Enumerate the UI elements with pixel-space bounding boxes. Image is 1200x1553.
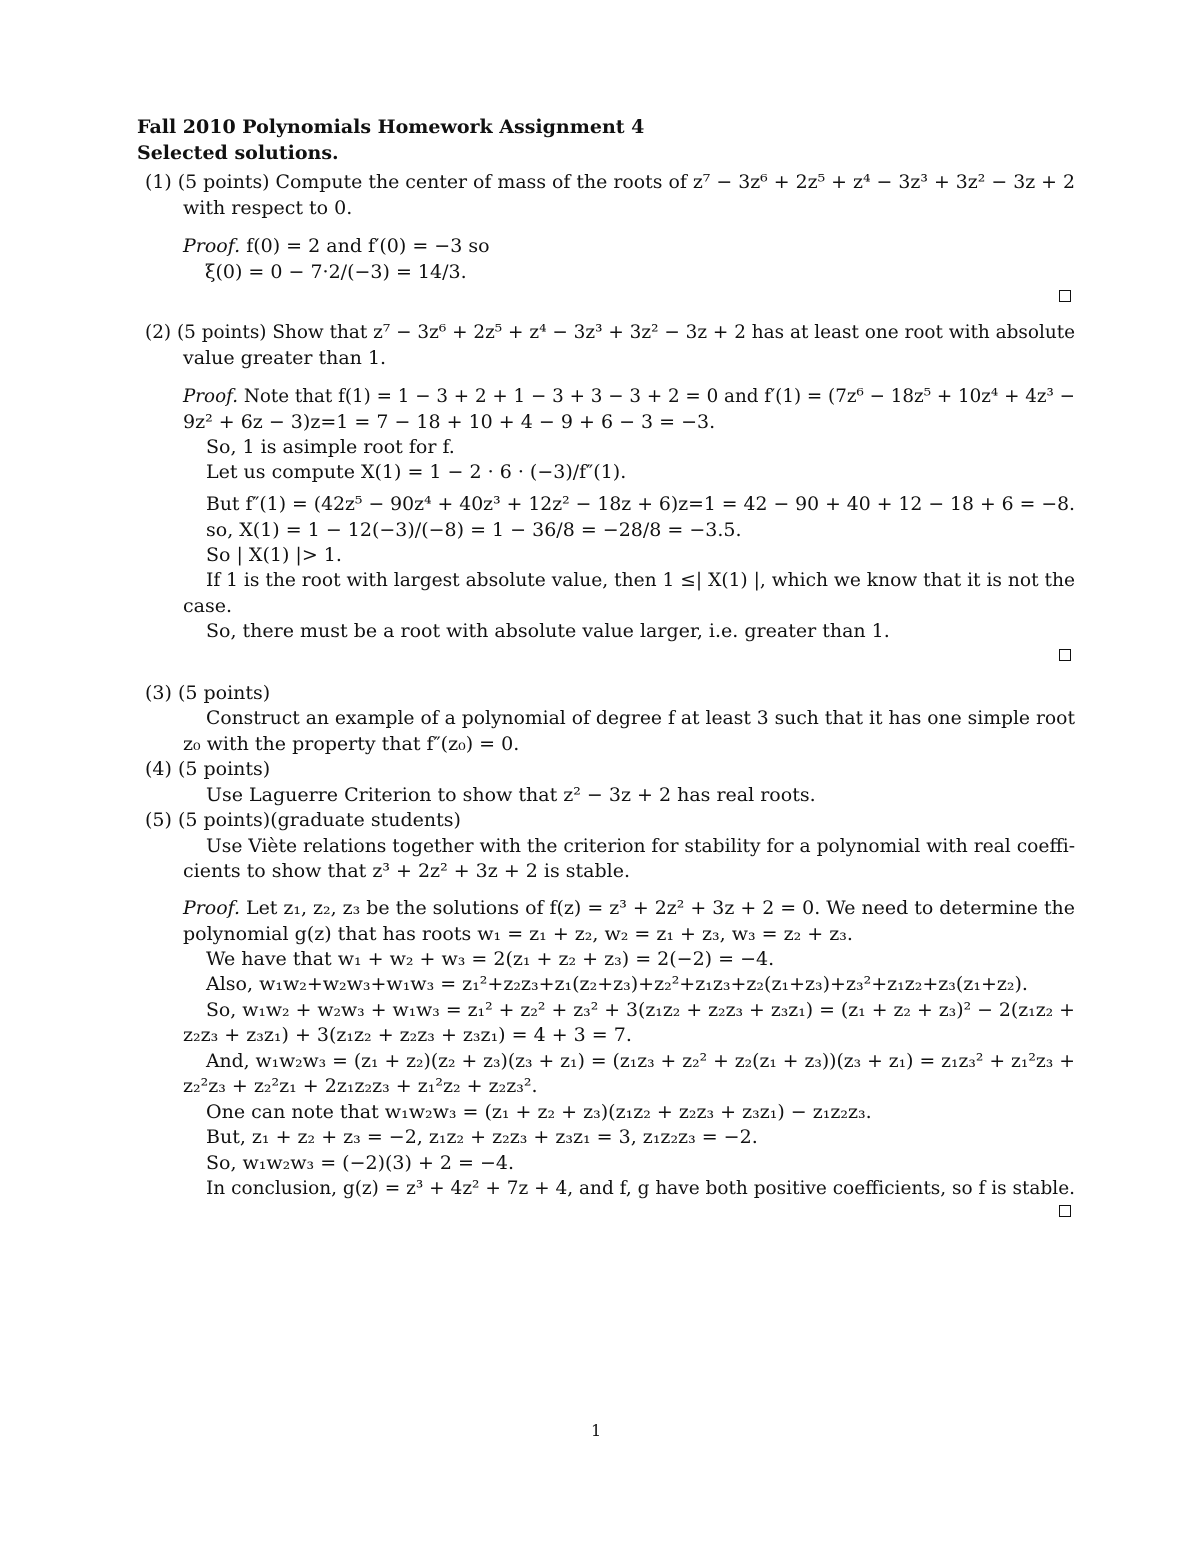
problem-5-line-4: We have that w₁ + w₂ + w₃ = 2(z₁ + z₂ + z₃) = 2(−2) = −4.: [206, 948, 775, 970]
problem-5-line-12: So, w₁w₂w₃ = (−2)(3) + 2 = −4.: [206, 1152, 515, 1174]
problem-5-line-7: z₂z₃ + z₃z₁) + 3(z₁z₂ + z₂z₃ + z₃z₁) = 4 + 3 = 7.: [183, 1024, 632, 1046]
problem-5-line-6: So, w₁w₂ + w₂w₃ + w₁w₃ = z₁² + z₂² + z₃² + 3(z₁z₂ + z₂z₃ + z₃z₁) = (z₁ + z₂ + z₃)² − 2(z₁z₂ +: [206, 999, 1075, 1021]
problem-2-line-6: so, X(1) = 1 − 12(−3)/(−8) = 1 − 36/8 = −28/8 = −3.5.: [206, 519, 742, 541]
problem-4-statement: Use Laguerre Criterion to show that z² − 3z + 2 has real roots.: [206, 784, 816, 806]
qed-icon: [1059, 290, 1071, 302]
problem-3-statement-cont: z₀ with the property that f″(z₀) = 0.: [183, 733, 520, 755]
problem-1-proof-line-2: ξ(0) = 0 − 7·2/(−3) = 14/3.: [205, 261, 467, 283]
problem-5-line-13: In conclusion, g(z) = z³ + 4z² + 7z + 4, and f, g have both positive coefficients, so f is stable.: [206, 1177, 1076, 1199]
problem-1-statement-cont: with respect to 0.: [183, 197, 353, 219]
proof-label: Proof.: [183, 897, 240, 919]
problem-5-line-11: But, z₁ + z₂ + z₃ = −2, z₁z₂ + z₂z₃ + z₃z₁ = 3, z₁z₂z₃ = −2.: [206, 1126, 758, 1148]
problem-5-proof-line-2: polynomial g(z) that has roots w₁ = z₁ + z₂, w₂ = z₁ + z₃, w₃ = z₂ + z₃.: [183, 923, 853, 945]
problem-2-statement: (2) (5 points) Show that z⁷ − 3z⁶ + 2z⁵ + z⁴ − 3z³ + 3z² − 3z + 2 has at least one root with absolute: [145, 321, 1076, 343]
problem-2-line-4: Let us compute X(1) = 1 − 2 · 6 · (−3)/f″(1).: [206, 461, 627, 483]
problem-5-line-5: Also, w₁w₂+w₂w₃+w₁w₃ = z₁²+z₂z₃+z₁(z₂+z₃)+z₂²+z₁z₃+z₂(z₁+z₃)+z₃²+z₁z₂+z₃(z₁+z₂).: [206, 973, 1028, 995]
problem-3-heading: (3) (5 points): [145, 682, 271, 704]
problem-5-statement: Use Viète relations together with the criterion for stability for a polynomial with real coeffi-: [206, 835, 1076, 857]
document-title: Fall 2010 Polynomials Homework Assignment 4: [137, 116, 645, 138]
proof-label: Proof.: [183, 385, 239, 407]
problem-5-line-8: And, w₁w₂w₃ = (z₁ + z₂)(z₂ + z₃)(z₃ + z₁) = (z₁z₃ + z₂² + z₂(z₁ + z₃))(z₃ + z₁) = z₁z₃² + z₁²z₃ +: [206, 1050, 1075, 1072]
problem-5-line-10: One can note that w₁w₂w₃ = (z₁ + z₂ + z₃)(z₁z₂ + z₂z₃ + z₃z₁) − z₁z₂z₃.: [206, 1101, 872, 1123]
problem-2-proof: Proof. Note that f(1) = 1 − 3 + 2 + 1 − 3 + 3 − 3 + 2 = 0 and f′(1) = (7z⁶ − 18z⁵ + 10z⁴ + 4z³ −: [183, 385, 1075, 407]
problem-5-line-9: z₂²z₃ + z₂²z₁ + 2z₁z₂z₃ + z₁²z₂ + z₂z₃².: [183, 1075, 538, 1097]
problem-2-line-7: So | X(1) |> 1.: [206, 544, 342, 566]
problem-2-line-5: But f″(1) = (42z⁵ − 90z⁴ + 40z³ + 12z² − 18z + 6)z=1 = 42 − 90 + 40 + 12 − 18 + 6 = −8.: [206, 493, 1076, 515]
proof-label: Proof.: [183, 235, 241, 257]
problem-3-statement: Construct an example of a polynomial of degree f at least 3 such that it has one simple root: [206, 707, 1075, 729]
page-number: 1: [591, 1421, 602, 1440]
problem-2-statement-cont: value greater than 1.: [183, 347, 387, 369]
problem-2-line-8: If 1 is the root with largest absolute value, then 1 ≤| X(1) |, which we know that it is not the: [206, 569, 1075, 591]
problem-5-proof: Proof. Let z₁, z₂, z₃ be the solutions of f(z) = z³ + 2z² + 3z + 2 = 0. We need to determine the: [183, 897, 1075, 919]
document-subtitle: Selected solutions.: [137, 142, 339, 164]
problem-2-line-10: So, there must be a root with absolute value larger, i.e. greater than 1.: [206, 620, 890, 642]
qed-icon: [1059, 1205, 1071, 1217]
problem-1-proof: Proof. f(0) = 2 and f′(0) = −3 so: [183, 235, 490, 257]
problem-2-proof-line-2: 9z² + 6z − 3)z=1 = 7 − 18 + 10 + 4 − 9 + 6 − 3 = −3.: [183, 411, 716, 433]
problem-4-heading: (4) (5 points): [145, 758, 271, 780]
problem-5-statement-cont: cients to show that z³ + 2z² + 3z + 2 is stable.: [183, 860, 631, 882]
problem-1-statement: (1) (5 points) Compute the center of mass of the roots of z⁷ − 3z⁶ + 2z⁵ + z⁴ − 3z³ + 3z² − 3z + 2: [145, 171, 1076, 193]
problem-5-heading: (5) (5 points)(graduate students): [145, 809, 461, 831]
qed-icon: [1059, 649, 1071, 661]
problem-2-line-3: So, 1 is asimple root for f.: [206, 436, 455, 458]
problem-2-line-9: case.: [183, 595, 233, 617]
